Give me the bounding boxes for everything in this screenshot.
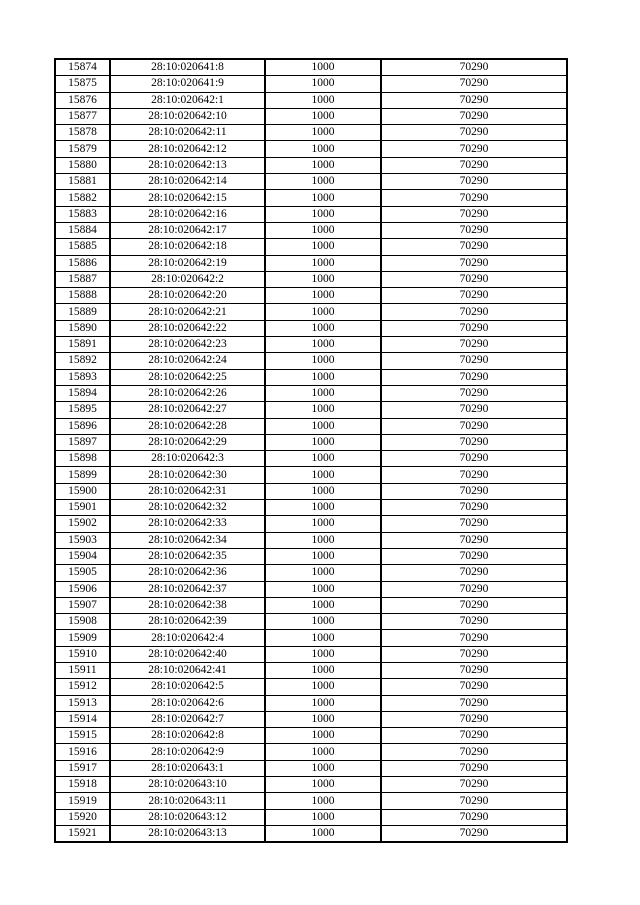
- table-row: [55, 728, 567, 744]
- cadastral-number-cell: 28:10:020642:38: [110, 597, 265, 613]
- table-row: [55, 825, 567, 842]
- row-number-cell: 15876: [55, 92, 110, 108]
- area-cell: 1000: [265, 76, 381, 92]
- cadastral-number-cell: 28:10:020642:1: [110, 92, 265, 108]
- row-number-cell: 15890: [55, 320, 110, 336]
- table-row: [55, 565, 567, 581]
- value-cell: 70290: [381, 125, 567, 141]
- table-row: [55, 451, 567, 467]
- value-cell: 70290: [381, 711, 567, 727]
- value-cell: 70290: [381, 271, 567, 287]
- row-number-cell: 15912: [55, 679, 110, 695]
- value-cell: 70290: [381, 402, 567, 418]
- value-cell: 70290: [381, 744, 567, 760]
- cadastral-number-cell: 28:10:020642:13: [110, 157, 265, 173]
- cadastral-number-cell: 28:10:020643:11: [110, 793, 265, 809]
- row-number-cell: 15899: [55, 467, 110, 483]
- value-cell: 70290: [381, 174, 567, 190]
- cadastral-number-cell: 28:10:020642:37: [110, 581, 265, 597]
- row-number-cell: 15921: [55, 825, 110, 842]
- cadastral-number-cell: 28:10:020642:33: [110, 516, 265, 532]
- value-cell: 70290: [381, 825, 567, 842]
- cadastral-number-cell: 28:10:020643:1: [110, 760, 265, 776]
- cadastral-number-cell: 28:10:020641:9: [110, 76, 265, 92]
- table-row: [55, 222, 567, 238]
- value-cell: 70290: [381, 190, 567, 206]
- row-number-cell: 15916: [55, 744, 110, 760]
- row-number-cell: 15914: [55, 711, 110, 727]
- cadastral-number-cell: 28:10:020642:19: [110, 255, 265, 271]
- area-cell: 1000: [265, 402, 381, 418]
- value-cell: 70290: [381, 614, 567, 630]
- table-row: [55, 337, 567, 353]
- value-cell: 70290: [381, 141, 567, 157]
- area-cell: 1000: [265, 288, 381, 304]
- row-number-cell: 15881: [55, 174, 110, 190]
- area-cell: 1000: [265, 760, 381, 776]
- table-row: [55, 614, 567, 630]
- cadastral-number-cell: 28:10:020642:34: [110, 532, 265, 548]
- cadastral-number-cell: 28:10:020642:39: [110, 614, 265, 630]
- value-cell: 70290: [381, 337, 567, 353]
- table-row: [55, 369, 567, 385]
- table-row: [55, 353, 567, 369]
- area-cell: 1000: [265, 646, 381, 662]
- cadastral-number-cell: 28:10:020642:35: [110, 548, 265, 564]
- value-cell: 70290: [381, 157, 567, 173]
- area-cell: 1000: [265, 320, 381, 336]
- area-cell: 1000: [265, 190, 381, 206]
- row-number-cell: 15892: [55, 353, 110, 369]
- table-row: [55, 190, 567, 206]
- value-cell: 70290: [381, 239, 567, 255]
- table-row: [55, 239, 567, 255]
- value-cell: 70290: [381, 92, 567, 108]
- cadastral-number-cell: 28:10:020642:36: [110, 565, 265, 581]
- area-cell: 1000: [265, 532, 381, 548]
- value-cell: 70290: [381, 760, 567, 776]
- value-cell: 70290: [381, 646, 567, 662]
- row-number-cell: 15915: [55, 728, 110, 744]
- area-cell: 1000: [265, 711, 381, 727]
- area-cell: 1000: [265, 744, 381, 760]
- value-cell: 70290: [381, 320, 567, 336]
- value-cell: 70290: [381, 467, 567, 483]
- area-cell: 1000: [265, 809, 381, 825]
- area-cell: 1000: [265, 59, 381, 76]
- value-cell: 70290: [381, 59, 567, 76]
- row-number-cell: 15885: [55, 239, 110, 255]
- row-number-cell: 15874: [55, 59, 110, 76]
- cadastral-number-cell: 28:10:020642:23: [110, 337, 265, 353]
- area-cell: 1000: [265, 483, 381, 499]
- cadastral-number-cell: 28:10:020642:3: [110, 451, 265, 467]
- area-cell: 1000: [265, 825, 381, 842]
- value-cell: 70290: [381, 662, 567, 678]
- row-number-cell: 15904: [55, 548, 110, 564]
- cadastral-number-cell: 28:10:020642:12: [110, 141, 265, 157]
- row-number-cell: 15919: [55, 793, 110, 809]
- table-row: [55, 679, 567, 695]
- value-cell: 70290: [381, 353, 567, 369]
- table-row: [55, 809, 567, 825]
- area-cell: 1000: [265, 271, 381, 287]
- cadastral-number-cell: 28:10:020641:8: [110, 59, 265, 76]
- row-number-cell: 15907: [55, 597, 110, 613]
- cadastral-number-cell: 28:10:020642:40: [110, 646, 265, 662]
- table-row: [55, 108, 567, 124]
- value-cell: 70290: [381, 630, 567, 646]
- value-cell: 70290: [381, 451, 567, 467]
- table-row: [55, 662, 567, 678]
- value-cell: 70290: [381, 255, 567, 271]
- row-number-cell: 15900: [55, 483, 110, 499]
- table-row: [55, 516, 567, 532]
- value-cell: 70290: [381, 76, 567, 92]
- cadastral-number-cell: 28:10:020642:22: [110, 320, 265, 336]
- area-cell: 1000: [265, 695, 381, 711]
- table-body: [55, 59, 567, 842]
- value-cell: 70290: [381, 679, 567, 695]
- area-cell: 1000: [265, 353, 381, 369]
- table-row: [55, 271, 567, 287]
- value-cell: 70290: [381, 206, 567, 222]
- row-number-cell: 15886: [55, 255, 110, 271]
- area-cell: 1000: [265, 467, 381, 483]
- cadastral-number-cell: 28:10:020642:5: [110, 679, 265, 695]
- row-number-cell: 15898: [55, 451, 110, 467]
- row-number-cell: 15910: [55, 646, 110, 662]
- row-number-cell: 15895: [55, 402, 110, 418]
- cadastral-number-cell: 28:10:020642:27: [110, 402, 265, 418]
- row-number-cell: 15896: [55, 418, 110, 434]
- area-cell: 1000: [265, 630, 381, 646]
- value-cell: 70290: [381, 581, 567, 597]
- table-row: [55, 467, 567, 483]
- table-row: [55, 711, 567, 727]
- table-row: [55, 744, 567, 760]
- row-number-cell: 15913: [55, 695, 110, 711]
- value-cell: 70290: [381, 108, 567, 124]
- table-row: [55, 630, 567, 646]
- cadastral-number-cell: 28:10:020642:18: [110, 239, 265, 255]
- value-cell: 70290: [381, 500, 567, 516]
- cadastral-number-cell: 28:10:020642:8: [110, 728, 265, 744]
- cadastral-number-cell: 28:10:020642:24: [110, 353, 265, 369]
- value-cell: 70290: [381, 728, 567, 744]
- cadastral-number-cell: 28:10:020642:15: [110, 190, 265, 206]
- row-number-cell: 15880: [55, 157, 110, 173]
- table-row: [55, 255, 567, 271]
- cadastral-number-cell: 28:10:020642:31: [110, 483, 265, 499]
- cadastral-number-cell: 28:10:020642:6: [110, 695, 265, 711]
- row-number-cell: 15883: [55, 206, 110, 222]
- table-row: [55, 483, 567, 499]
- area-cell: 1000: [265, 662, 381, 678]
- value-cell: 70290: [381, 222, 567, 238]
- table-row: [55, 793, 567, 809]
- value-cell: 70290: [381, 418, 567, 434]
- row-number-cell: 15920: [55, 809, 110, 825]
- value-cell: 70290: [381, 809, 567, 825]
- table-row: [55, 418, 567, 434]
- table-row: [55, 59, 567, 76]
- area-cell: 1000: [265, 793, 381, 809]
- row-number-cell: 15909: [55, 630, 110, 646]
- value-cell: 70290: [381, 597, 567, 613]
- area-cell: 1000: [265, 222, 381, 238]
- value-cell: 70290: [381, 695, 567, 711]
- table-row: [55, 646, 567, 662]
- cadastral-number-cell: 28:10:020642:9: [110, 744, 265, 760]
- area-cell: 1000: [265, 239, 381, 255]
- cadastral-number-cell: 28:10:020642:26: [110, 385, 265, 401]
- cadastral-number-cell: 28:10:020642:17: [110, 222, 265, 238]
- value-cell: 70290: [381, 793, 567, 809]
- area-cell: 1000: [265, 337, 381, 353]
- area-cell: 1000: [265, 418, 381, 434]
- area-cell: 1000: [265, 141, 381, 157]
- area-cell: 1000: [265, 581, 381, 597]
- area-cell: 1000: [265, 304, 381, 320]
- row-number-cell: 15918: [55, 777, 110, 793]
- table-row: [55, 304, 567, 320]
- table-row: [55, 760, 567, 776]
- area-cell: 1000: [265, 516, 381, 532]
- table-row: [55, 125, 567, 141]
- area-cell: 1000: [265, 206, 381, 222]
- table-row: [55, 597, 567, 613]
- table-row: [55, 434, 567, 450]
- table-row: [55, 402, 567, 418]
- cadastral-number-cell: 28:10:020642:28: [110, 418, 265, 434]
- table-row: [55, 695, 567, 711]
- area-cell: 1000: [265, 125, 381, 141]
- area-cell: 1000: [265, 174, 381, 190]
- row-number-cell: 15882: [55, 190, 110, 206]
- row-number-cell: 15893: [55, 369, 110, 385]
- table-row: [55, 206, 567, 222]
- table-row: [55, 581, 567, 597]
- cadastral-number-cell: 28:10:020642:41: [110, 662, 265, 678]
- value-cell: 70290: [381, 434, 567, 450]
- table-row: [55, 174, 567, 190]
- row-number-cell: 15879: [55, 141, 110, 157]
- table-row: [55, 141, 567, 157]
- area-cell: 1000: [265, 728, 381, 744]
- area-cell: 1000: [265, 369, 381, 385]
- area-cell: 1000: [265, 157, 381, 173]
- data-table-container: [54, 58, 568, 843]
- area-cell: 1000: [265, 434, 381, 450]
- cadastral-number-cell: 28:10:020642:11: [110, 125, 265, 141]
- row-number-cell: 15884: [55, 222, 110, 238]
- cadastral-number-cell: 28:10:020643:13: [110, 825, 265, 842]
- cadastral-number-cell: 28:10:020642:30: [110, 467, 265, 483]
- row-number-cell: 15887: [55, 271, 110, 287]
- table-row: [55, 76, 567, 92]
- area-cell: 1000: [265, 92, 381, 108]
- area-cell: 1000: [265, 777, 381, 793]
- row-number-cell: 15903: [55, 532, 110, 548]
- row-number-cell: 15911: [55, 662, 110, 678]
- area-cell: 1000: [265, 385, 381, 401]
- area-cell: 1000: [265, 679, 381, 695]
- cadastral-number-cell: 28:10:020642:20: [110, 288, 265, 304]
- data-table: [54, 58, 568, 843]
- value-cell: 70290: [381, 777, 567, 793]
- area-cell: 1000: [265, 614, 381, 630]
- cadastral-number-cell: 28:10:020642:16: [110, 206, 265, 222]
- row-number-cell: 15889: [55, 304, 110, 320]
- cadastral-number-cell: 28:10:020642:10: [110, 108, 265, 124]
- table-row: [55, 532, 567, 548]
- row-number-cell: 15908: [55, 614, 110, 630]
- area-cell: 1000: [265, 548, 381, 564]
- cadastral-number-cell: 28:10:020642:29: [110, 434, 265, 450]
- area-cell: 1000: [265, 597, 381, 613]
- row-number-cell: 15894: [55, 385, 110, 401]
- row-number-cell: 15905: [55, 565, 110, 581]
- cadastral-number-cell: 28:10:020642:21: [110, 304, 265, 320]
- value-cell: 70290: [381, 369, 567, 385]
- row-number-cell: 15897: [55, 434, 110, 450]
- value-cell: 70290: [381, 532, 567, 548]
- row-number-cell: 15906: [55, 581, 110, 597]
- value-cell: 70290: [381, 483, 567, 499]
- area-cell: 1000: [265, 565, 381, 581]
- area-cell: 1000: [265, 451, 381, 467]
- cadastral-number-cell: 28:10:020642:7: [110, 711, 265, 727]
- row-number-cell: 15878: [55, 125, 110, 141]
- table-row: [55, 320, 567, 336]
- cadastral-number-cell: 28:10:020643:10: [110, 777, 265, 793]
- cadastral-number-cell: 28:10:020642:25: [110, 369, 265, 385]
- area-cell: 1000: [265, 255, 381, 271]
- area-cell: 1000: [265, 500, 381, 516]
- cadastral-number-cell: 28:10:020642:2: [110, 271, 265, 287]
- table-row: [55, 288, 567, 304]
- value-cell: 70290: [381, 565, 567, 581]
- row-number-cell: 15877: [55, 108, 110, 124]
- cadastral-number-cell: 28:10:020642:4: [110, 630, 265, 646]
- row-number-cell: 15901: [55, 500, 110, 516]
- table-row: [55, 548, 567, 564]
- value-cell: 70290: [381, 304, 567, 320]
- row-number-cell: 15902: [55, 516, 110, 532]
- row-number-cell: 15888: [55, 288, 110, 304]
- value-cell: 70290: [381, 516, 567, 532]
- table-row: [55, 777, 567, 793]
- value-cell: 70290: [381, 288, 567, 304]
- value-cell: 70290: [381, 548, 567, 564]
- row-number-cell: 15875: [55, 76, 110, 92]
- table-row: [55, 157, 567, 173]
- row-number-cell: 15917: [55, 760, 110, 776]
- table-row: [55, 92, 567, 108]
- table-row: [55, 500, 567, 516]
- cadastral-number-cell: 28:10:020642:32: [110, 500, 265, 516]
- value-cell: 70290: [381, 385, 567, 401]
- row-number-cell: 15891: [55, 337, 110, 353]
- area-cell: 1000: [265, 108, 381, 124]
- cadastral-number-cell: 28:10:020643:12: [110, 809, 265, 825]
- table-row: [55, 385, 567, 401]
- cadastral-number-cell: 28:10:020642:14: [110, 174, 265, 190]
